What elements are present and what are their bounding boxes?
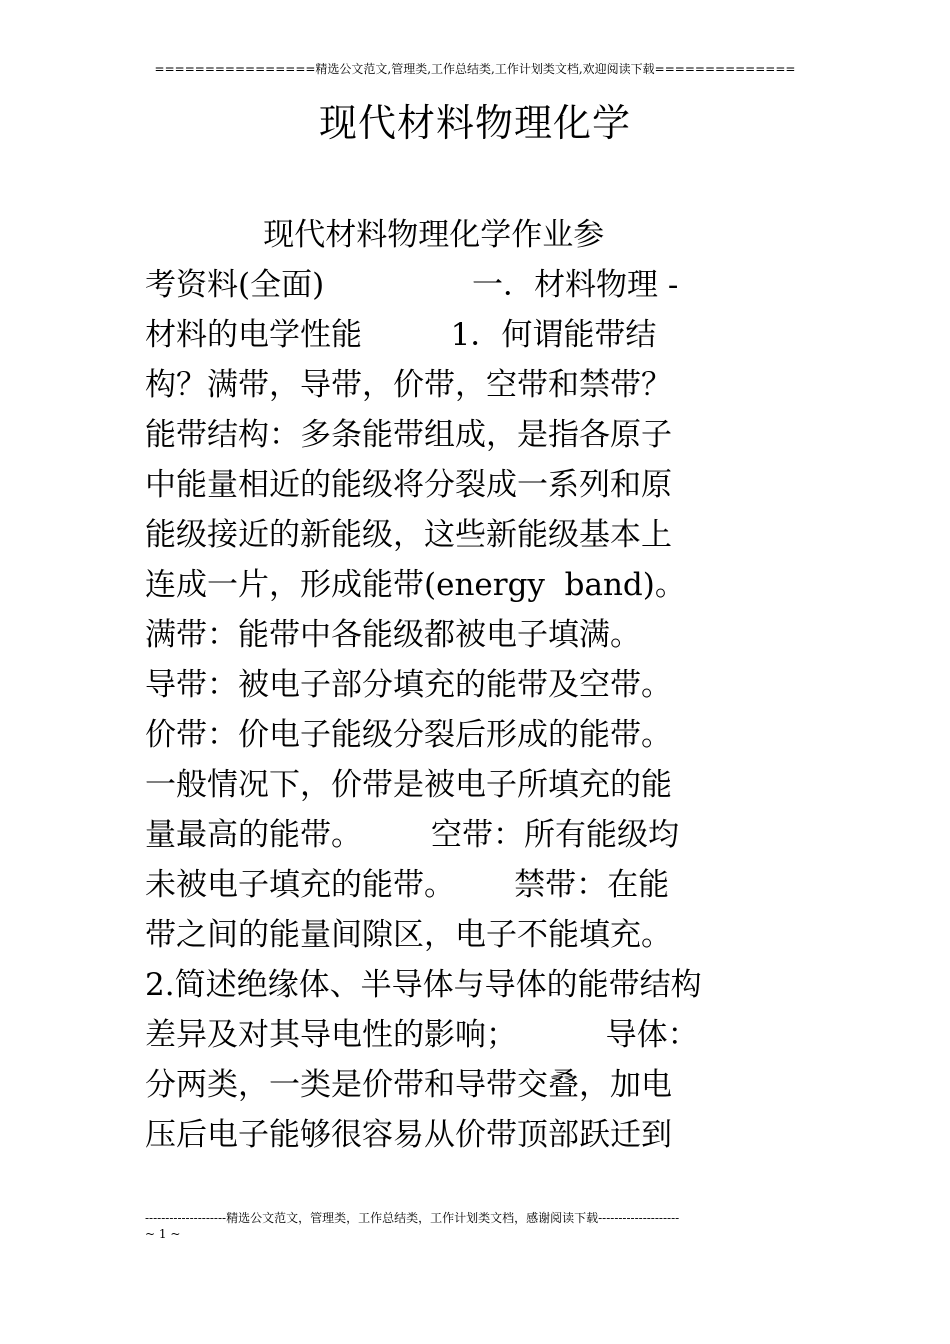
body-line: 导带：被电子部分填充的能带及空带。 — [145, 667, 672, 703]
body-line: 中能量相近的能级将分裂成一系列和原 — [145, 467, 672, 503]
body-line: 构？满带，导带，价带，空带和禁带？ — [145, 367, 672, 403]
body-line: 能级接近的新能级，这些新能级基本上 — [145, 517, 672, 553]
header-banner: ================精选公文范文,管理类,工作总结类,工作计划类文档,欢迎阅读下载============== — [154, 62, 796, 76]
body-line: 材料的电学性能 1．何谓能带结 — [145, 317, 657, 353]
body-line: 分两类，一类是价带和导带交叠，加电 — [145, 1067, 672, 1103]
document-title: 现代材料物理化学 — [318, 101, 631, 145]
body-line: 考资料(全面) 一．材料物理 - — [145, 267, 679, 303]
body-line: 差异及对其导电性的影响； 导体： — [145, 1017, 699, 1053]
body-line: 带之间的能量间隙区，电子不能填充。 — [145, 917, 672, 953]
body-line: 未被电子填充的能带。 禁带：在能 — [145, 867, 670, 903]
body-line: 2.简述绝缘体、半导体与导体的能带结构 — [145, 967, 702, 1003]
body-line: 满带：能带中各能级都被电子填满。 — [145, 617, 641, 653]
body-line: 能带结构：多条能带组成，是指各原子 — [145, 417, 672, 453]
body-line: 价带：价电子能级分裂后形成的能带。 — [145, 717, 672, 753]
body-line: 现代材料物理化学作业参 — [145, 217, 605, 253]
body-line: 一般情况下，价带是被电子所填充的能 — [145, 767, 672, 803]
footer-banner: --------------------精选公文范文，管理类，工作总结类，工作计划类文档，感谢阅读下载-------------------- — [145, 1211, 680, 1225]
body-line: 连成一片，形成能带(energy band)。 — [145, 567, 686, 603]
page-number: ~ 1 ~ — [145, 1227, 181, 1241]
body-line: 压后电子能够很容易从价带顶部跃迁到 — [145, 1117, 672, 1153]
body-line: 量最高的能带。 空带：所有能级均 — [145, 817, 679, 853]
body-text — [145, 210, 815, 1160]
